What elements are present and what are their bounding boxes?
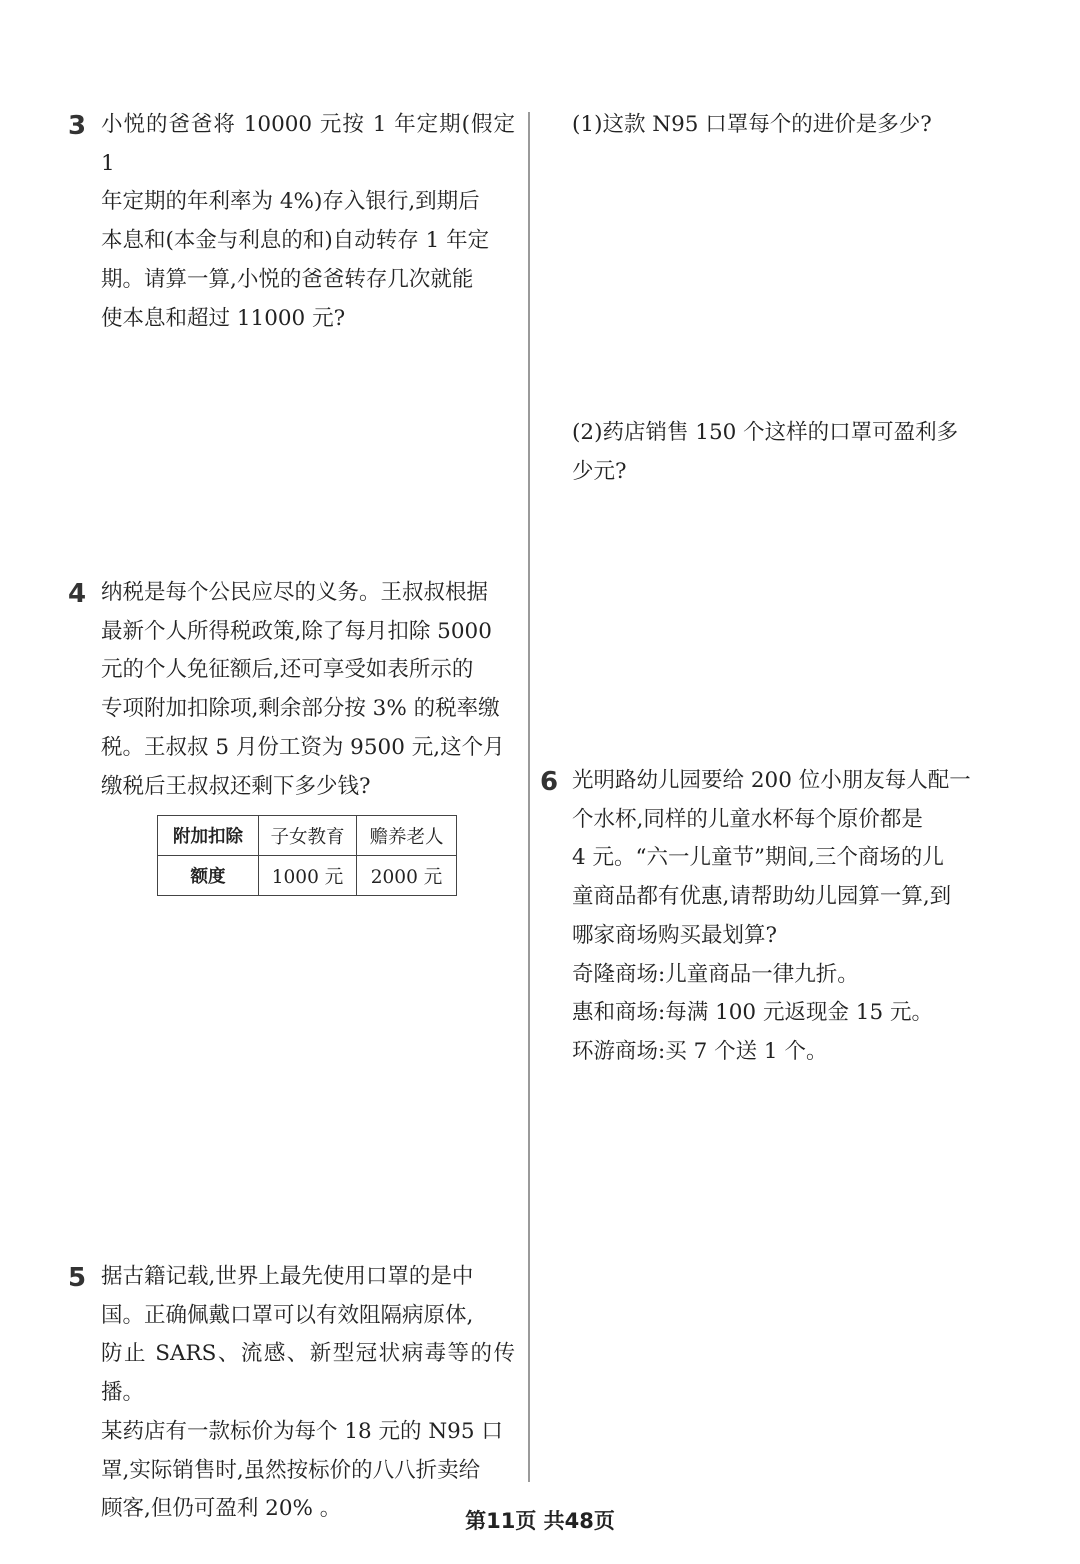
column-divider [528,112,530,1482]
table-header-cell: 附加扣除 [158,816,259,856]
question-3-line: 本息和(本金与利息的和)自动转存 1 年定 [101,228,490,254]
question-5-part-1: (1)这款 N95 口罩每个的进价是多少? [572,112,932,137]
question-4-line: 纳税是每个公民应尽的义务。王叔叔根据 [101,580,489,605]
question-5-line: 某药店有一款标价为每个 18 元的 N95 口 [101,1418,503,1444]
question-5-text [101,1258,515,1529]
deduction-table [157,815,457,896]
question-6-number: 6 [540,767,559,797]
question-6-line: 个水杯,同样的儿童水杯每个原价都是 [572,806,923,832]
offer-huihe: 惠和商场:每满 100 元返现金 15 元。 [572,1000,933,1026]
table-row [158,816,457,856]
question-6-text [572,762,986,1072]
question-6-line: 光明路幼儿园要给 200 位小朋友每人配一 [572,768,971,793]
question-3-line: 小悦的爸爸将 10000 元按 1 年定期(假定 1 [101,112,515,176]
table-row [158,856,457,896]
question-4-line: 最新个人所得税政策,除了每月扣除 5000 [101,618,492,644]
question-5-part-2-line: (2)药店销售 150 个这样的口罩可盈利多 [572,420,959,445]
question-6-line: 哪家商场购买最划算? [572,922,778,948]
question-4-text [101,574,515,806]
question-5-part-2 [572,414,1002,491]
question-5-line: 顾客,但仍可盈利 20% 。 [101,1496,342,1522]
question-5-part-2-line: 少元? [572,458,627,484]
page-number: 第11页 共48页 [465,1509,615,1533]
question-3-line: 年定期的年利率为 4%)存入银行,到期后 [101,189,480,215]
question-6-line: 4 元。“六一儿童节”期间,三个商场的儿 [572,845,944,871]
question-3-line: 期。请算一算,小悦的爸爸转存几次就能 [101,266,474,292]
offer-qilong: 奇隆商场:儿童商品一律九折。 [572,961,859,987]
question-4-number: 4 [68,579,87,609]
question-5-line: 防止 SARS、流感、新型冠状病毒等的传播。 [101,1341,515,1406]
question-5-line: 据古籍记载,世界上最先使用口罩的是中 [101,1264,474,1289]
question-4-line: 缴税后王叔叔还剩下多少钱? [101,773,371,799]
question-3-number: 3 [68,111,87,141]
table-cell: 2000 元 [357,856,457,896]
question-6-line: 童商品都有优惠,请帮助幼儿园算一算,到 [572,884,952,910]
question-5-line: 国。正确佩戴口罩可以有效阻隔病原体, [101,1302,474,1328]
question-5-number: 5 [68,1263,87,1293]
question-3-line: 使本息和超过 11000 元? [101,305,346,331]
table-header-cell: 赡养老人 [357,816,457,856]
table-cell: 1000 元 [259,856,357,896]
offer-huanyou: 环游商场:买 7 个送 1 个。 [572,1038,828,1064]
question-3-text [101,106,515,338]
question-4-line: 元的个人免征额后,还可享受如表所示的 [101,657,474,683]
question-4-line: 专项附加扣除项,剩余部分按 3% 的税率缴 [101,696,500,722]
table-header-cell: 子女教育 [259,816,357,856]
question-4-line: 税。王叔叔 5 月份工资为 9500 元,这个月 [101,734,505,760]
table-cell: 额度 [158,856,259,896]
question-5-line: 罩,实际销售时,虽然按标价的八八折卖给 [101,1457,481,1483]
